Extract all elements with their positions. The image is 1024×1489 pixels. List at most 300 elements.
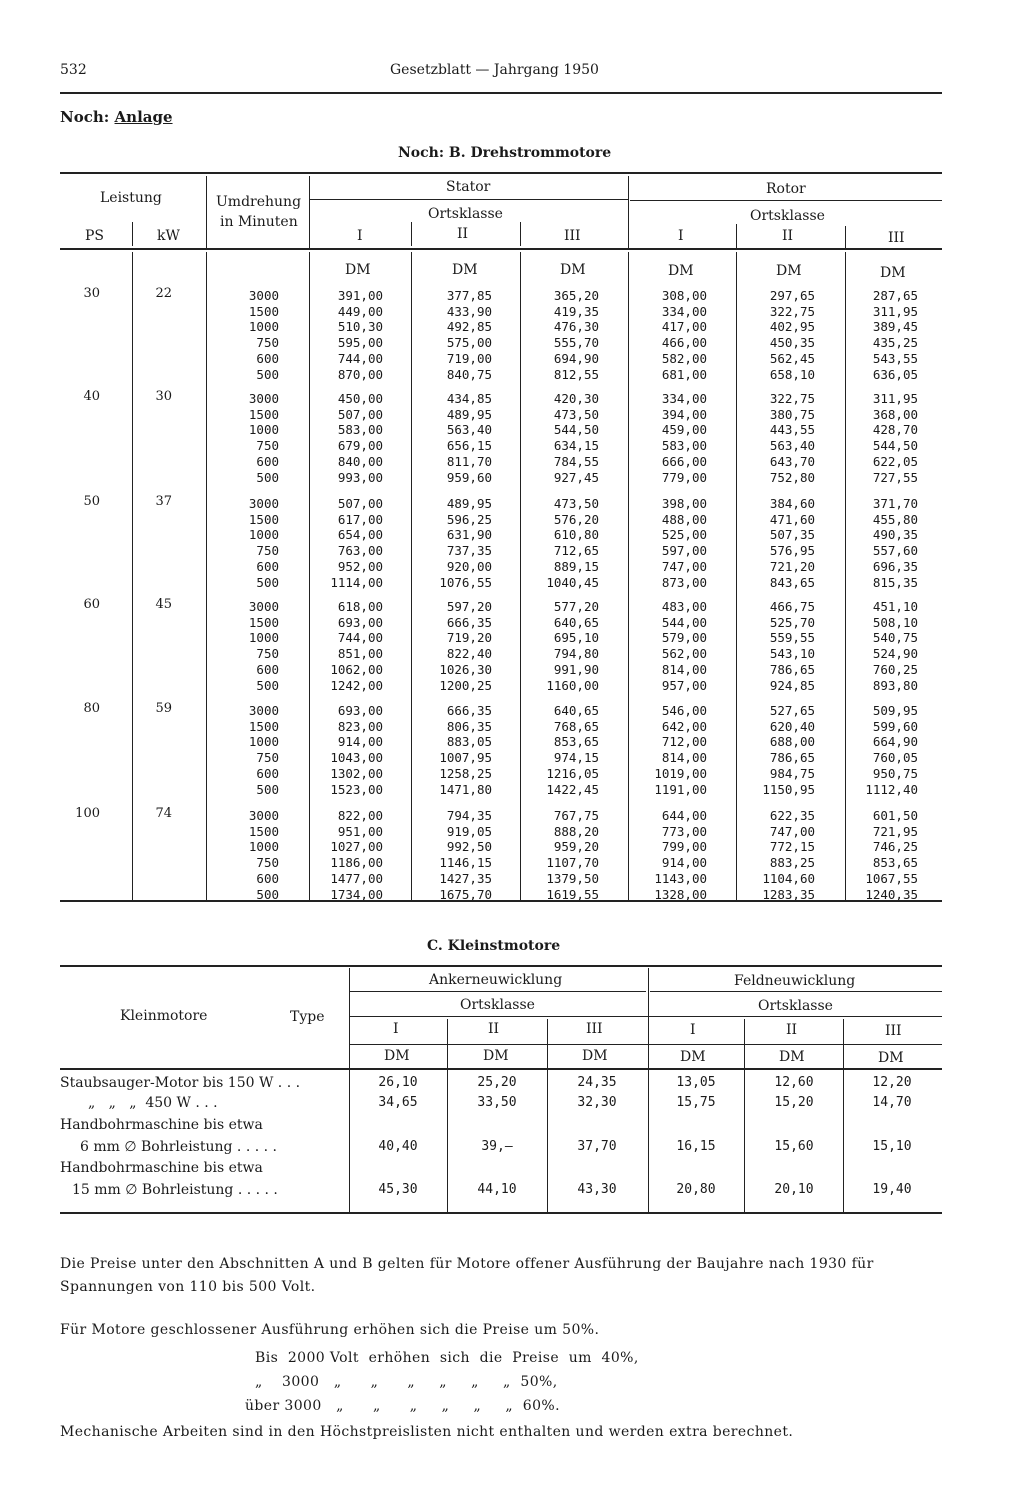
cell-rotor-1: 1328,00 bbox=[654, 886, 707, 902]
note-line-7: Mechanische Arbeiten sind in den Höchstpreislisten nicht enthalten und werden extra berechnet. bbox=[60, 1424, 794, 1440]
cell-rotor-3: 428,70 bbox=[872, 422, 918, 438]
cell-rotor-1: 488,00 bbox=[661, 511, 707, 527]
cell-stator-2: 1427,35 bbox=[439, 870, 492, 886]
header-rotor: Rotor bbox=[766, 181, 806, 197]
cell-rpm: 500 bbox=[256, 677, 279, 693]
cell-rotor-2: 507,35 bbox=[769, 527, 815, 543]
cell-stator-3: 634,15 bbox=[553, 438, 599, 454]
cell-rotor-3: 311,95 bbox=[872, 303, 918, 319]
cell-stator-2: 992,50 bbox=[446, 839, 492, 855]
note-line-3: Für Motore geschlossener Ausführung erhöhen sich die Preise um 50%. bbox=[60, 1322, 600, 1338]
c-unit-4: DM bbox=[680, 1049, 706, 1065]
cell-rpm: 3000 bbox=[248, 288, 279, 303]
row-value: 24,35 bbox=[577, 1075, 617, 1090]
c-header-feld: Feldneuwicklung bbox=[734, 973, 856, 989]
cell-stator-1: 654,00 bbox=[337, 527, 383, 543]
col-divider-rpm bbox=[206, 176, 207, 248]
group-ps: 80 bbox=[83, 701, 100, 716]
cell-rotor-1: 779,00 bbox=[661, 469, 707, 485]
cell-stator-1: 595,00 bbox=[337, 335, 383, 351]
cell-stator-2: 492,85 bbox=[446, 319, 492, 335]
cell-stator-2: 919,05 bbox=[446, 823, 492, 839]
cell-rotor-1: 394,00 bbox=[661, 406, 707, 422]
c-header-anker-i: I bbox=[393, 1021, 399, 1037]
row-label: Staubsauger-Motor bis 150 W . . . bbox=[60, 1075, 301, 1091]
cell-rotor-3: 599,60 bbox=[872, 718, 918, 734]
cell-rotor-1: 1143,00 bbox=[654, 870, 707, 886]
cell-rpm: 600 bbox=[256, 350, 279, 366]
cell-stator-1: 507,00 bbox=[337, 406, 383, 422]
cell-stator-2: 597,20 bbox=[446, 599, 492, 614]
c-divider-4 bbox=[648, 968, 649, 1212]
cell-stator-2: 737,35 bbox=[446, 543, 492, 559]
row-value: 19,40 bbox=[872, 1182, 912, 1197]
cell-stator-1: 1062,00 bbox=[330, 661, 383, 677]
row-value: 39,— bbox=[481, 1139, 513, 1154]
row-label-continued: 6 mm ∅ Bohrleistung . . . . . bbox=[80, 1139, 277, 1155]
row-value: 37,70 bbox=[577, 1139, 617, 1154]
table-b-top-rule bbox=[60, 172, 942, 174]
cell-rotor-2: 1283,35 bbox=[762, 886, 815, 902]
cell-rotor-1: 799,00 bbox=[661, 839, 707, 855]
row-value: 12,60 bbox=[774, 1075, 814, 1090]
feld-rule bbox=[650, 991, 942, 992]
cell-stator-3: 420,30 bbox=[553, 391, 599, 406]
cell-stator-3: 577,20 bbox=[553, 599, 599, 614]
cell-rpm: 1000 bbox=[248, 422, 279, 438]
c-unit-6: DM bbox=[878, 1050, 904, 1066]
cell-stator-3: 1379,50 bbox=[546, 870, 599, 886]
cell-rotor-2: 1150,95 bbox=[762, 781, 815, 797]
row-value: 26,10 bbox=[378, 1075, 418, 1090]
cell-rotor-3: 524,90 bbox=[872, 646, 918, 662]
cell-stator-3: 610,80 bbox=[553, 527, 599, 543]
cell-rotor-1: 398,00 bbox=[661, 496, 707, 511]
cell-stator-2: 377,85 bbox=[446, 288, 492, 303]
cell-rotor-2: 752,80 bbox=[769, 469, 815, 485]
rotor-rule bbox=[630, 200, 942, 201]
cell-stator-2: 596,25 bbox=[446, 511, 492, 527]
row-value: 16,15 bbox=[676, 1139, 716, 1154]
cell-rotor-2: 843,65 bbox=[769, 574, 815, 590]
unit-stator-i: DM bbox=[345, 262, 371, 278]
cell-rotor-2: 322,75 bbox=[769, 391, 815, 406]
cell-rotor-3: 451,10 bbox=[872, 599, 918, 614]
cell-rotor-2: 786,65 bbox=[769, 750, 815, 766]
row-value: 43,30 bbox=[577, 1182, 617, 1197]
row-value: 14,70 bbox=[872, 1095, 912, 1110]
cell-stator-1: 744,00 bbox=[337, 350, 383, 366]
cell-rotor-3: 893,80 bbox=[872, 677, 918, 693]
cell-stator-2: 1146,15 bbox=[439, 855, 492, 871]
cell-stator-1: 993,00 bbox=[337, 469, 383, 485]
cell-stator-1: 391,00 bbox=[337, 288, 383, 303]
unit-stator-ii: DM bbox=[452, 262, 478, 278]
cell-stator-1: 618,00 bbox=[337, 599, 383, 614]
group-ps: 30 bbox=[83, 286, 100, 301]
header-stator-i: I bbox=[357, 228, 363, 244]
cell-stator-2: 489,95 bbox=[446, 496, 492, 511]
cell-stator-2: 575,00 bbox=[446, 335, 492, 351]
header-leistung: Leistung bbox=[100, 190, 162, 206]
row-value: 44,10 bbox=[477, 1182, 517, 1197]
cell-rotor-2: 402,95 bbox=[769, 319, 815, 335]
header-rotor-ortsklasse: Ortsklasse bbox=[750, 208, 825, 224]
cell-stator-1: 823,00 bbox=[337, 718, 383, 734]
cell-rotor-2: 622,35 bbox=[769, 808, 815, 823]
cell-stator-2: 1026,30 bbox=[439, 661, 492, 677]
group-kw: 74 bbox=[155, 806, 172, 821]
cell-rotor-2: 380,75 bbox=[769, 406, 815, 422]
cell-stator-3: 1216,05 bbox=[546, 765, 599, 781]
cell-stator-2: 920,00 bbox=[446, 558, 492, 574]
note-line-5: „ 3000 „ „ „ „ „ „ 50%, bbox=[255, 1374, 558, 1390]
cell-stator-2: 719,20 bbox=[446, 630, 492, 646]
cell-rotor-2: 527,65 bbox=[769, 703, 815, 718]
cell-rpm: 500 bbox=[256, 574, 279, 590]
cell-rpm: 500 bbox=[256, 469, 279, 485]
group-ps: 50 bbox=[83, 494, 100, 509]
cell-stator-3: 768,65 bbox=[553, 718, 599, 734]
cell-rotor-3: 544,50 bbox=[872, 438, 918, 454]
cell-rotor-2: 384,60 bbox=[769, 496, 815, 511]
cell-stator-2: 719,00 bbox=[446, 350, 492, 366]
cell-rotor-1: 562,00 bbox=[661, 646, 707, 662]
cell-stator-1: 510,30 bbox=[337, 319, 383, 335]
cell-rotor-3: 622,05 bbox=[872, 453, 918, 469]
c-divider-3 bbox=[547, 1019, 548, 1212]
cell-stator-3: 365,20 bbox=[553, 288, 599, 303]
row-value: 15,75 bbox=[676, 1095, 716, 1110]
row-value: 15,10 bbox=[872, 1139, 912, 1154]
cell-stator-3: 555,70 bbox=[553, 335, 599, 351]
cell-stator-3: 767,75 bbox=[553, 808, 599, 823]
cell-rpm: 600 bbox=[256, 765, 279, 781]
row-value: 33,50 bbox=[477, 1095, 517, 1110]
cell-rotor-3: 727,55 bbox=[872, 469, 918, 485]
cell-rotor-3: 721,95 bbox=[872, 823, 918, 839]
cell-rpm: 500 bbox=[256, 886, 279, 902]
section-label bbox=[60, 108, 173, 126]
cell-rotor-1: 873,00 bbox=[661, 574, 707, 590]
cell-rotor-1: 334,00 bbox=[661, 391, 707, 406]
c-header-anker-ortsklasse: Ortsklasse bbox=[460, 997, 535, 1013]
cell-rotor-3: 371,70 bbox=[872, 496, 918, 511]
cell-stator-1: 1027,00 bbox=[330, 839, 383, 855]
c-header-feld-ii: II bbox=[786, 1022, 798, 1038]
row-label: „ „ „ 450 W . . . bbox=[88, 1095, 218, 1111]
cell-stator-1: 679,00 bbox=[337, 438, 383, 454]
cell-stator-3: 473,50 bbox=[553, 406, 599, 422]
cell-rotor-2: 747,00 bbox=[769, 823, 815, 839]
cell-rotor-1: 483,00 bbox=[661, 599, 707, 614]
cell-stator-1: 840,00 bbox=[337, 453, 383, 469]
cell-rotor-3: 509,95 bbox=[872, 703, 918, 718]
cell-rotor-2: 471,60 bbox=[769, 511, 815, 527]
cell-stator-2: 1200,25 bbox=[439, 677, 492, 693]
cell-rpm: 1500 bbox=[248, 406, 279, 422]
row-value: 20,10 bbox=[774, 1182, 814, 1197]
group-ps: 60 bbox=[83, 597, 100, 612]
cell-rotor-2: 322,75 bbox=[769, 303, 815, 319]
cell-stator-3: 544,50 bbox=[553, 422, 599, 438]
cell-rotor-1: 712,00 bbox=[661, 734, 707, 750]
cell-rotor-3: 389,45 bbox=[872, 319, 918, 335]
ps-kw-divider bbox=[132, 222, 133, 246]
header-rotor-iii: III bbox=[888, 230, 905, 246]
cell-rpm: 500 bbox=[256, 781, 279, 797]
cell-stator-1: 450,00 bbox=[337, 391, 383, 406]
cell-stator-1: 583,00 bbox=[337, 422, 383, 438]
body-divider-1 bbox=[132, 252, 133, 900]
cell-rotor-1: 544,00 bbox=[661, 614, 707, 630]
cell-rotor-2: 1104,60 bbox=[762, 870, 815, 886]
cell-rotor-1: 334,00 bbox=[661, 303, 707, 319]
cell-stator-3: 1160,00 bbox=[546, 677, 599, 693]
unit-rotor-ii: DM bbox=[776, 263, 802, 279]
cell-rpm: 1500 bbox=[248, 303, 279, 319]
cell-rotor-3: 1240,35 bbox=[865, 886, 918, 902]
c-header-type: Type bbox=[290, 1009, 325, 1025]
cell-stator-2: 1007,95 bbox=[439, 750, 492, 766]
cell-rotor-3: 311,95 bbox=[872, 391, 918, 406]
cell-stator-1: 1477,00 bbox=[330, 870, 383, 886]
row-value: 12,20 bbox=[872, 1075, 912, 1090]
cell-stator-3: 889,15 bbox=[553, 558, 599, 574]
cell-rotor-3: 636,05 bbox=[872, 366, 918, 382]
cell-rotor-2: 576,95 bbox=[769, 543, 815, 559]
cell-rotor-1: 642,00 bbox=[661, 718, 707, 734]
c-header-anker-iii: III bbox=[586, 1021, 603, 1037]
cell-rpm: 3000 bbox=[248, 808, 279, 823]
cell-rpm: 600 bbox=[256, 453, 279, 469]
group-ps: 100 bbox=[75, 806, 100, 821]
cell-stator-3: 640,65 bbox=[553, 703, 599, 718]
stator-rule bbox=[310, 199, 628, 200]
row-value: 45,30 bbox=[378, 1182, 418, 1197]
cell-rpm: 1000 bbox=[248, 319, 279, 335]
cell-rpm: 1000 bbox=[248, 839, 279, 855]
cell-stator-2: 1076,55 bbox=[439, 574, 492, 590]
cell-rotor-2: 466,75 bbox=[769, 599, 815, 614]
header-ps: PS bbox=[85, 228, 105, 244]
c-divider-5 bbox=[744, 1019, 745, 1212]
cell-rpm: 750 bbox=[256, 646, 279, 662]
cell-rotor-1: 582,00 bbox=[661, 350, 707, 366]
cell-rotor-2: 562,45 bbox=[769, 350, 815, 366]
cell-stator-3: 476,30 bbox=[553, 319, 599, 335]
row-value: 13,05 bbox=[676, 1075, 716, 1090]
page-number: 532 bbox=[60, 62, 87, 78]
cell-stator-2: 434,85 bbox=[446, 391, 492, 406]
cell-stator-1: 1186,00 bbox=[330, 855, 383, 871]
cell-rotor-1: 597,00 bbox=[661, 543, 707, 559]
row-label: Handbohrmaschine bis etwa bbox=[60, 1160, 263, 1176]
cell-rotor-1: 914,00 bbox=[661, 855, 707, 871]
note-line-6: über 3000 „ „ „ „ „ „ 60%. bbox=[245, 1398, 560, 1414]
cell-stator-3: 991,90 bbox=[553, 661, 599, 677]
cell-rotor-1: 1191,00 bbox=[654, 781, 707, 797]
cell-stator-1: 617,00 bbox=[337, 511, 383, 527]
cell-rotor-1: 583,00 bbox=[661, 438, 707, 454]
noch-label: Noch: bbox=[60, 108, 110, 126]
cell-rotor-2: 643,70 bbox=[769, 453, 815, 469]
cell-stator-3: 712,65 bbox=[553, 543, 599, 559]
cell-stator-3: 576,20 bbox=[553, 511, 599, 527]
cell-rotor-2: 525,70 bbox=[769, 614, 815, 630]
c-header-kleinmotore: Kleinmotore bbox=[120, 1008, 208, 1024]
header-umdrehung-1: Umdrehung bbox=[216, 194, 302, 210]
cell-rotor-1: 308,00 bbox=[661, 288, 707, 303]
cell-stator-1: 822,00 bbox=[337, 808, 383, 823]
cell-rotor-1: 417,00 bbox=[661, 319, 707, 335]
cell-stator-3: 794,80 bbox=[553, 646, 599, 662]
cell-rotor-3: 853,65 bbox=[872, 855, 918, 871]
cell-stator-3: 927,45 bbox=[553, 469, 599, 485]
c-header-anker-ii: II bbox=[488, 1021, 500, 1037]
c-header-feld-ortsklasse: Ortsklasse bbox=[758, 998, 833, 1014]
c-header-anker: Ankerneuwicklung bbox=[429, 972, 563, 988]
header-rule bbox=[60, 92, 942, 94]
cell-rotor-2: 924,85 bbox=[769, 677, 815, 693]
cell-rpm: 3000 bbox=[248, 496, 279, 511]
cell-stator-1: 449,00 bbox=[337, 303, 383, 319]
cell-rotor-1: 681,00 bbox=[661, 366, 707, 382]
header-umdrehung-2: in Minuten bbox=[220, 214, 298, 230]
group-kw: 30 bbox=[155, 389, 172, 404]
c-unit-5: DM bbox=[779, 1049, 805, 1065]
cell-rotor-3: 950,75 bbox=[872, 765, 918, 781]
cell-rpm: 1500 bbox=[248, 614, 279, 630]
cell-rotor-3: 557,60 bbox=[872, 543, 918, 559]
cell-stator-3: 974,15 bbox=[553, 750, 599, 766]
group-kw: 22 bbox=[155, 286, 172, 301]
cell-rotor-3: 815,35 bbox=[872, 574, 918, 590]
cell-rotor-2: 543,10 bbox=[769, 646, 815, 662]
header-rotor-i: I bbox=[678, 228, 684, 244]
cell-stator-3: 1040,45 bbox=[546, 574, 599, 590]
cell-rpm: 1500 bbox=[248, 823, 279, 839]
cell-rotor-2: 297,65 bbox=[769, 288, 815, 303]
cell-rotor-1: 546,00 bbox=[661, 703, 707, 718]
row-value: 25,20 bbox=[477, 1075, 517, 1090]
cell-rpm: 3000 bbox=[248, 599, 279, 614]
cell-stator-3: 1422,45 bbox=[546, 781, 599, 797]
cell-stator-1: 870,00 bbox=[337, 366, 383, 382]
group-kw: 59 bbox=[155, 701, 172, 716]
cell-rotor-2: 559,55 bbox=[769, 630, 815, 646]
cell-stator-1: 693,00 bbox=[337, 703, 383, 718]
cell-rotor-1: 1019,00 bbox=[654, 765, 707, 781]
header-stator-iii: III bbox=[564, 228, 581, 244]
col-divider-rotor bbox=[628, 176, 629, 248]
cell-stator-3: 640,65 bbox=[553, 614, 599, 630]
cell-rotor-3: 543,55 bbox=[872, 350, 918, 366]
cell-rotor-2: 721,20 bbox=[769, 558, 815, 574]
cell-stator-1: 951,00 bbox=[337, 823, 383, 839]
row-value: 15,60 bbox=[774, 1139, 814, 1154]
rotor-div-1 bbox=[736, 224, 737, 248]
note-line-1: Die Preise unter den Abschnitten A und B gelten für Motore offener Ausführung der Baujahre nach 1930 für bbox=[60, 1256, 874, 1272]
cell-stator-2: 433,90 bbox=[446, 303, 492, 319]
table-b-header-rule bbox=[60, 248, 942, 250]
table-c-bottom-rule bbox=[60, 1212, 942, 1214]
cell-stator-3: 959,20 bbox=[553, 839, 599, 855]
row-label-continued: 15 mm ∅ Bohrleistung . . . . . bbox=[72, 1182, 278, 1198]
table-b-title: Noch: B. Drehstrommotore bbox=[398, 145, 612, 161]
cell-stator-2: 822,40 bbox=[446, 646, 492, 662]
table-c-top-rule bbox=[60, 965, 942, 967]
cell-rotor-3: 760,05 bbox=[872, 750, 918, 766]
rotor-div-2 bbox=[845, 226, 846, 248]
cell-rotor-3: 435,25 bbox=[872, 335, 918, 351]
cell-rotor-1: 466,00 bbox=[661, 335, 707, 351]
running-title: Gesetzblatt — Jahrgang 1950 bbox=[390, 62, 599, 78]
anlage-label: Anlage bbox=[114, 108, 173, 126]
cell-rpm: 1000 bbox=[248, 630, 279, 646]
cell-stator-3: 695,10 bbox=[553, 630, 599, 646]
cell-rotor-2: 883,25 bbox=[769, 855, 815, 871]
cell-rotor-2: 450,35 bbox=[769, 335, 815, 351]
cell-stator-3: 1107,70 bbox=[546, 855, 599, 871]
cell-stator-2: 631,90 bbox=[446, 527, 492, 543]
cell-rotor-3: 760,25 bbox=[872, 661, 918, 677]
header-kw: kW bbox=[157, 228, 180, 244]
cell-rotor-3: 601,50 bbox=[872, 808, 918, 823]
cell-stator-2: 489,95 bbox=[446, 406, 492, 422]
cell-rotor-3: 540,75 bbox=[872, 630, 918, 646]
cell-stator-1: 507,00 bbox=[337, 496, 383, 511]
c-unit-2: DM bbox=[483, 1048, 509, 1064]
cell-rpm: 750 bbox=[256, 438, 279, 454]
cell-stator-1: 763,00 bbox=[337, 543, 383, 559]
row-value: 32,30 bbox=[577, 1095, 617, 1110]
anker-rule bbox=[350, 991, 646, 992]
cell-stator-2: 666,35 bbox=[446, 703, 492, 718]
cell-rpm: 750 bbox=[256, 750, 279, 766]
cell-stator-1: 1114,00 bbox=[330, 574, 383, 590]
cell-stator-2: 959,60 bbox=[446, 469, 492, 485]
row-value: 34,65 bbox=[378, 1095, 418, 1110]
header-stator: Stator bbox=[446, 179, 491, 195]
header-rotor-ii: II bbox=[782, 228, 794, 244]
c-divider-2 bbox=[447, 1019, 448, 1212]
cell-stator-2: 666,35 bbox=[446, 614, 492, 630]
cell-stator-2: 794,35 bbox=[446, 808, 492, 823]
cell-stator-1: 1734,00 bbox=[330, 886, 383, 902]
cell-rotor-1: 957,00 bbox=[661, 677, 707, 693]
header-stator-ortsklasse: Ortsklasse bbox=[428, 206, 503, 222]
cell-rpm: 3000 bbox=[248, 703, 279, 718]
cell-rotor-1: 666,00 bbox=[661, 453, 707, 469]
cell-stator-2: 806,35 bbox=[446, 718, 492, 734]
header-stator-ii: II bbox=[457, 226, 469, 242]
stator-div-2 bbox=[520, 222, 521, 246]
cell-rpm: 1500 bbox=[248, 511, 279, 527]
cell-rpm: 600 bbox=[256, 661, 279, 677]
cell-rotor-1: 747,00 bbox=[661, 558, 707, 574]
cell-rotor-1: 814,00 bbox=[661, 750, 707, 766]
c-divider-6 bbox=[843, 1019, 844, 1212]
cell-stator-3: 694,90 bbox=[553, 350, 599, 366]
cell-stator-2: 656,15 bbox=[446, 438, 492, 454]
row-value: 40,40 bbox=[378, 1139, 418, 1154]
cell-rotor-2: 772,15 bbox=[769, 839, 815, 855]
row-value: 20,80 bbox=[676, 1182, 716, 1197]
cell-rotor-2: 658,10 bbox=[769, 366, 815, 382]
c-unit-3: DM bbox=[582, 1048, 608, 1064]
cell-rotor-2: 620,40 bbox=[769, 718, 815, 734]
